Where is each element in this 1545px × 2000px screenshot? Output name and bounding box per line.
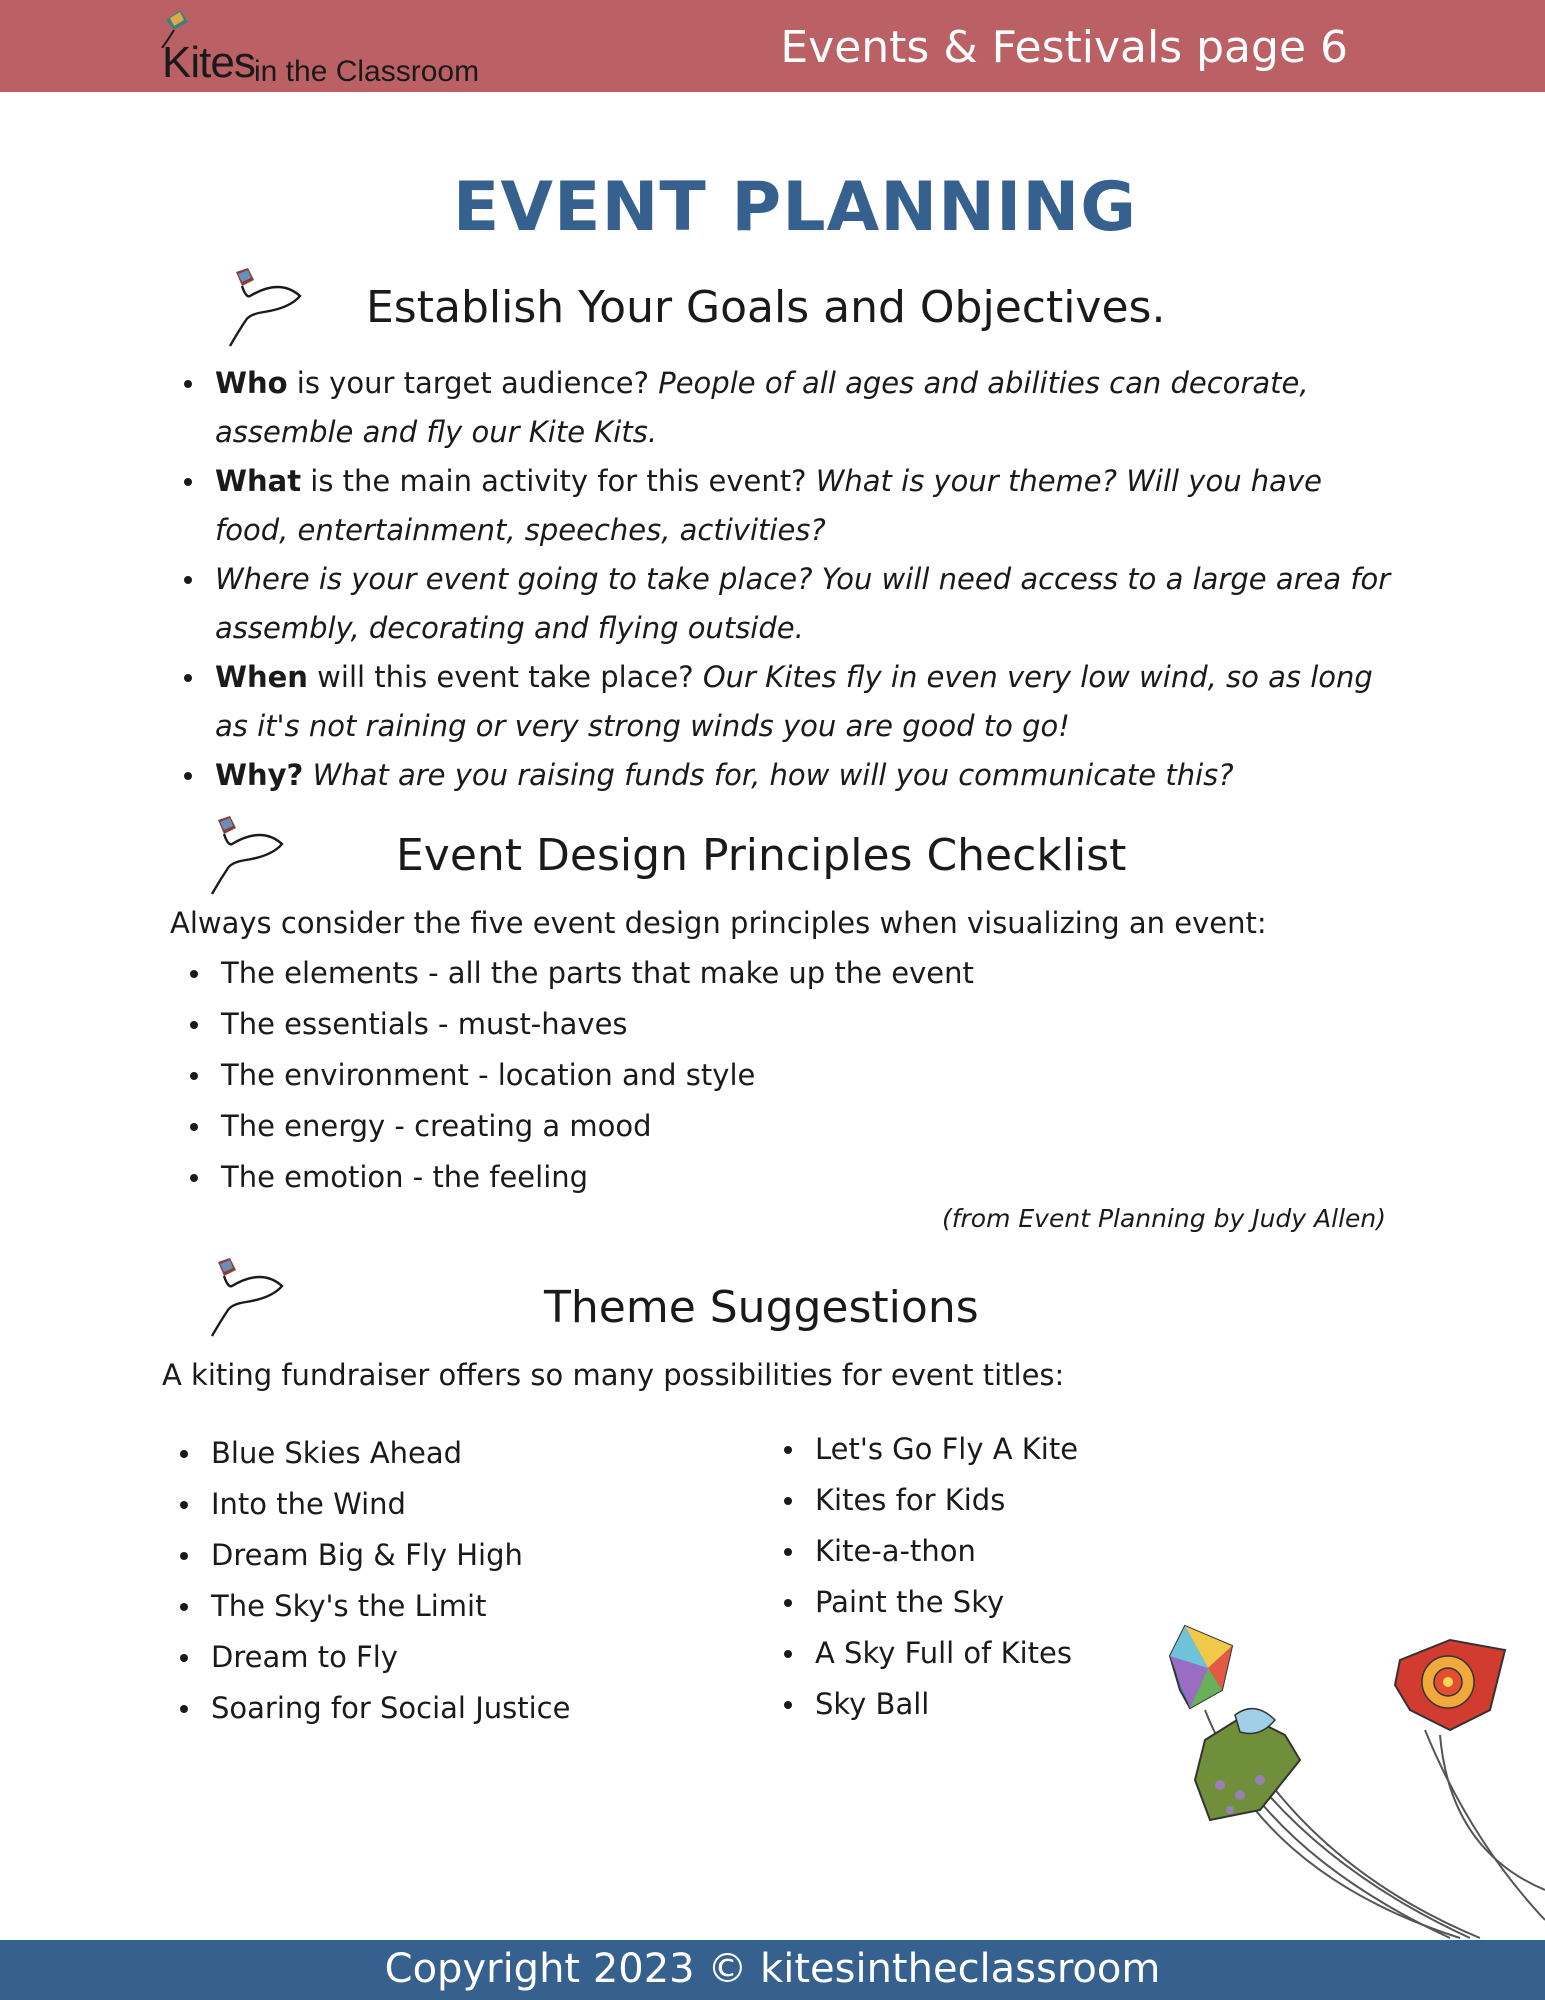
list-item: The environment - location and style	[187, 1050, 1087, 1101]
list-item: Dream Big & Fly High	[177, 1530, 737, 1581]
list-item: Where is your event going to take place? You will need access to a large area for assembly, decorating and flying outside.	[181, 555, 1401, 653]
copyright-text: Copyright 2023 © kitesintheclassroom	[384, 1946, 1161, 1992]
list-item: Blue Skies Ahead	[177, 1428, 737, 1479]
brand-logo[interactable]	[158, 8, 498, 88]
list-item: The emotion - the feeling	[187, 1152, 1087, 1203]
header-bar	[0, 0, 1545, 92]
list-item: Kite-a-thon	[781, 1526, 1181, 1577]
kite-icon	[202, 1256, 286, 1340]
themes-list-left	[177, 1428, 737, 1734]
principles-heading: Event Design Principles Checklist	[396, 830, 1127, 881]
list-item: Paint the Sky	[781, 1577, 1181, 1628]
list-item: The elements - all the parts that make up the event	[187, 948, 1087, 999]
list-item: Into the Wind	[177, 1479, 737, 1530]
principles-list	[187, 948, 1087, 1203]
list-item: Let's Go Fly A Kite	[781, 1424, 1181, 1475]
citation: (from Event Planning by Judy Allen)	[941, 1204, 1386, 1233]
logo-wordmark-rest: in the Classroom	[254, 55, 480, 88]
list-item: Kites for Kids	[781, 1475, 1181, 1526]
list-item: The Sky's the Limit	[177, 1581, 737, 1632]
page-title: EVENT PLANNING	[452, 168, 1138, 247]
principles-intro: Always consider the five event design principles when visualizing an event:	[170, 906, 1267, 940]
kite-icon	[202, 814, 286, 898]
themes-heading: Theme Suggestions	[544, 1282, 979, 1333]
list-item: When will this event take place? Our Kites fly in even very low wind, so as long as it's not raining or very strong winds you are good to go!	[181, 653, 1401, 751]
list-item: Soaring for Social Justice	[177, 1683, 737, 1734]
list-item: Sky Ball	[781, 1679, 1181, 1730]
decorative-kites-illustration	[1150, 1620, 1545, 1940]
goals-heading: Establish Your Goals and Objectives.	[366, 282, 1166, 333]
footer-bar	[0, 1940, 1545, 2000]
list-item: The essentials - must-haves	[187, 999, 1087, 1050]
kite-icon	[220, 266, 304, 350]
themes-list-right	[781, 1424, 1181, 1730]
list-item: What is the main activity for this event? What is your theme? Will you have food, entertainment, speeches, activities?	[181, 457, 1401, 555]
page-label: Events & Festivals page 6	[780, 22, 1348, 73]
list-item: The energy - creating a mood	[187, 1101, 1087, 1152]
themes-intro: A kiting fundraiser offers so many possibilities for event titles:	[162, 1358, 1065, 1392]
goals-list	[181, 359, 1401, 800]
list-item: Why? What are you raising funds for, how will you communicate this?	[181, 751, 1401, 800]
list-item: Dream to Fly	[177, 1632, 737, 1683]
logo-wordmark-kites: Kites	[162, 38, 255, 87]
list-item: Who is your target audience? People of all ages and abilities can decorate, assemble and fly our Kite Kits.	[181, 359, 1401, 457]
list-item: A Sky Full of Kites	[781, 1628, 1181, 1679]
